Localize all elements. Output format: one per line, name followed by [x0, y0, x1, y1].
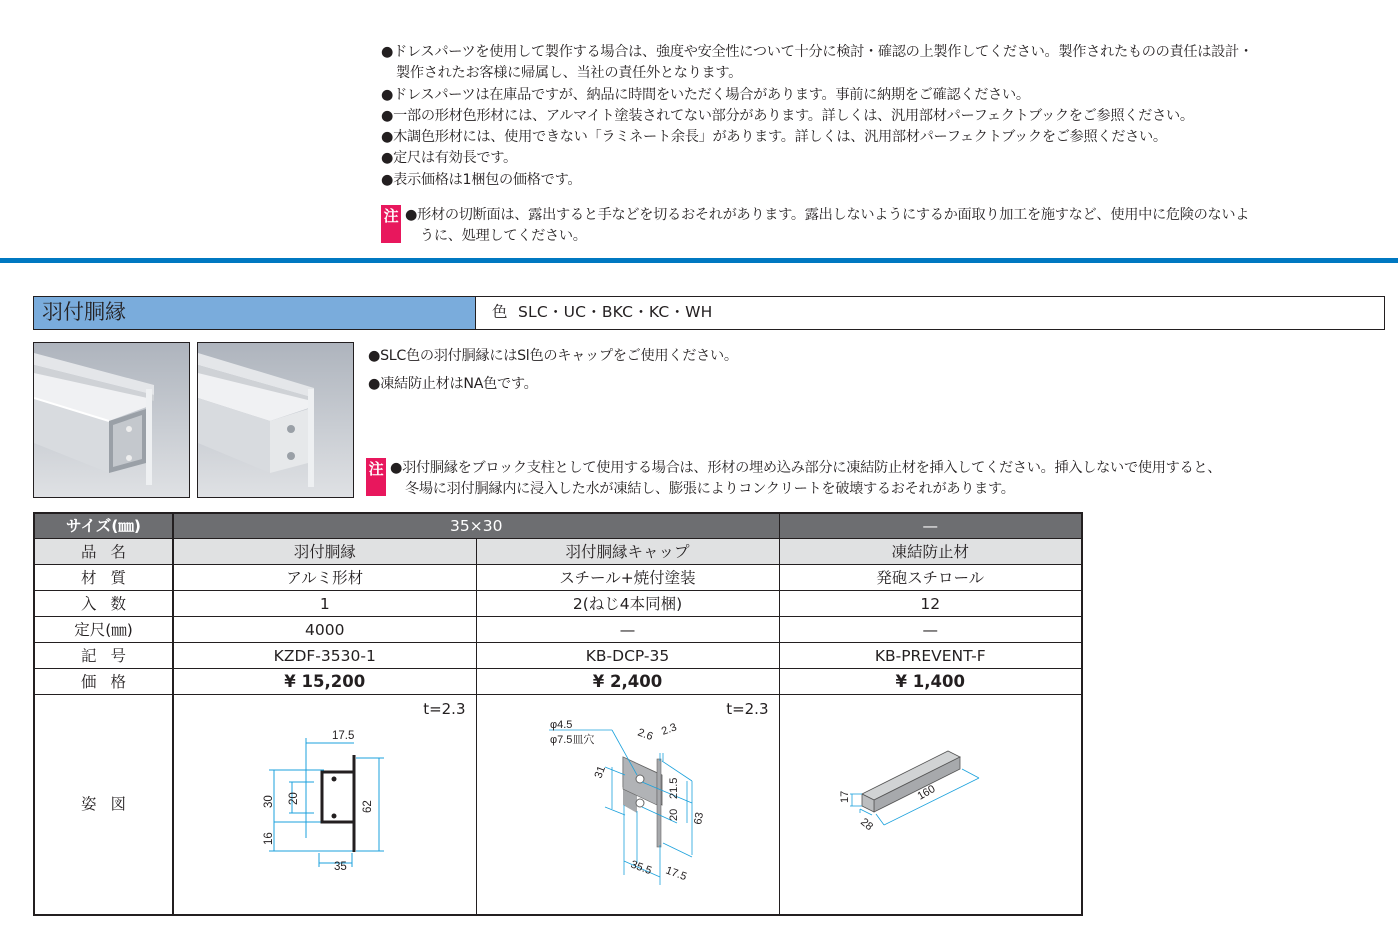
svg-text:63: 63: [691, 811, 706, 826]
spec-table: [33, 512, 1083, 916]
svg-text:2.3: 2.3: [659, 721, 678, 738]
label-quantity: 入数: [34, 591, 173, 617]
caution-badge: 注: [381, 205, 401, 243]
cell: 12: [779, 591, 1082, 617]
cell: 発砲スチロール: [779, 565, 1082, 591]
svg-text:17.5: 17.5: [663, 864, 688, 884]
svg-text:35: 35: [334, 861, 347, 873]
color-list: SLC・UC・BKC・KC・WH: [517, 303, 713, 321]
label-figure: 姿図: [34, 695, 173, 915]
color-label: 色: [492, 303, 508, 321]
svg-text:16: 16: [263, 832, 275, 845]
cell: KB-DCP-35: [476, 643, 779, 669]
cell: —: [476, 617, 779, 643]
table-row-code: [34, 643, 1082, 669]
svg-text:20: 20: [667, 808, 680, 821]
cell: 羽付胴縁キャップ: [476, 539, 779, 565]
general-notes: [381, 42, 1393, 191]
product-notes: [368, 342, 738, 398]
note-line: ●定尺は有効長です。: [381, 150, 517, 167]
color-options: [476, 297, 1384, 329]
note-line: ●表示価格は1梱包の価格です。: [381, 171, 582, 188]
svg-text:φ7.5皿穴: φ7.5皿穴: [549, 734, 594, 746]
svg-text:160: 160: [915, 783, 937, 803]
figure-cell-cap: [476, 695, 779, 915]
table-row-material: [34, 565, 1082, 591]
label-length: 定尺(㎜): [34, 617, 173, 643]
svg-text:17: 17: [838, 790, 851, 803]
cell: KZDF-3530-1: [173, 643, 476, 669]
cell: 凍結防止材: [779, 539, 1082, 565]
caution-note-cut-edges: [381, 205, 1249, 247]
cell: KB-PREVENT-F: [779, 643, 1082, 669]
note-line: ●ドレスパーツを使用して製作する場合は、強度や安全性について十分に検討・確認の上製作してください。製作されたものの責任は設計・: [381, 44, 1253, 60]
note-line: ●ドレスパーツは在庫品ですが、納品に時間をいただく場合があります。事前に納期をご確認ください。: [381, 86, 1030, 103]
svg-text:2.6: 2.6: [635, 726, 654, 744]
table-row-price: [34, 669, 1082, 695]
note-line: ●一部の形材色形材には、アルマイト塗装されてない部分があります。詳しくは、汎用部材パーフェクトブックをご参照ください。: [381, 107, 1194, 124]
section-divider: [0, 258, 1398, 263]
price-cell: ¥ 15,200: [173, 669, 476, 695]
size-value: 35×30: [173, 513, 779, 539]
product-note-line: ●SLC色の羽付胴縁にはSl色のキャップをご使用ください。: [368, 348, 738, 364]
cell: 4000: [173, 617, 476, 643]
section-header: [33, 296, 1385, 330]
table-row-figure: [34, 695, 1082, 915]
cell: アルミ形材: [173, 565, 476, 591]
cell: —: [779, 617, 1082, 643]
label-size: サイズ(㎜): [34, 513, 173, 539]
svg-text:28: 28: [857, 816, 875, 834]
svg-text:φ4.5: φ4.5: [549, 719, 572, 731]
cell: 1: [173, 591, 476, 617]
svg-text:21.5: 21.5: [667, 777, 680, 799]
caution-note-freeze: [366, 458, 1221, 500]
svg-text:17.5: 17.5: [332, 730, 355, 742]
caution-line: ●羽付胴縁をブロック支柱として使用する場合は、形材の埋め込み部分に凍結防止材を挿入してください。挿入しないで使用すると、: [390, 460, 1222, 476]
label-code: 記号: [34, 643, 173, 669]
svg-text:30: 30: [263, 795, 275, 808]
note-line: ●木調色形材には、使用できない「ラミネート余長」があります。詳しくは、汎用部材パーフェクトブックをご参照ください。: [381, 129, 1167, 146]
label-name: 品名: [34, 539, 173, 565]
cell: 2(ねじ4本同梱): [476, 591, 779, 617]
label-price: 価格: [34, 669, 173, 695]
block-drawing-icon: [780, 695, 1083, 913]
cell: 羽付胴縁: [173, 539, 476, 565]
cap-drawing-icon: [477, 695, 780, 913]
table-row-size: [34, 513, 1082, 539]
profile-drawing-icon: [174, 695, 477, 913]
price-cell: ¥ 1,400: [779, 669, 1082, 695]
product-photo-rail: [33, 342, 190, 498]
section-title: 羽付胴縁: [34, 297, 476, 329]
figure-cell-block: [779, 695, 1082, 915]
label-material: 材質: [34, 565, 173, 591]
caution-line: うに、処理してください。: [420, 228, 587, 244]
svg-text:20: 20: [288, 792, 300, 805]
svg-text:62: 62: [362, 800, 374, 813]
table-row-name: [34, 539, 1082, 565]
table-row-quantity: [34, 591, 1082, 617]
svg-text:35.5: 35.5: [628, 858, 653, 878]
price-cell: ¥ 2,400: [476, 669, 779, 695]
caution-line: 冬場に羽付胴縁内に浸入した水が凍結し、膨張によりコンクリートを破壊するおそれがあります。: [405, 481, 1015, 497]
svg-text:31: 31: [592, 764, 608, 781]
note-line: 製作されたお客様に帰属し、当社の責任外となります。: [396, 65, 743, 82]
thickness-label: t=2.3: [726, 700, 769, 718]
cell: スチール+焼付塗装: [476, 565, 779, 591]
size-value: —: [779, 513, 1082, 539]
thickness-label: t=2.3: [423, 700, 466, 718]
product-note-line: ●凍結防止材はNA色です。: [368, 376, 538, 392]
figure-cell-profile: [173, 695, 476, 915]
caution-line: ●形材の切断面は、露出すると手などを切るおそれがあります。露出しないようにするか面取り加工を施すなど、使用中に危険のないよ: [405, 207, 1250, 223]
caution-badge: 注: [366, 458, 386, 496]
table-row-length: [34, 617, 1082, 643]
product-photo-rail-with-cap: [197, 342, 354, 498]
